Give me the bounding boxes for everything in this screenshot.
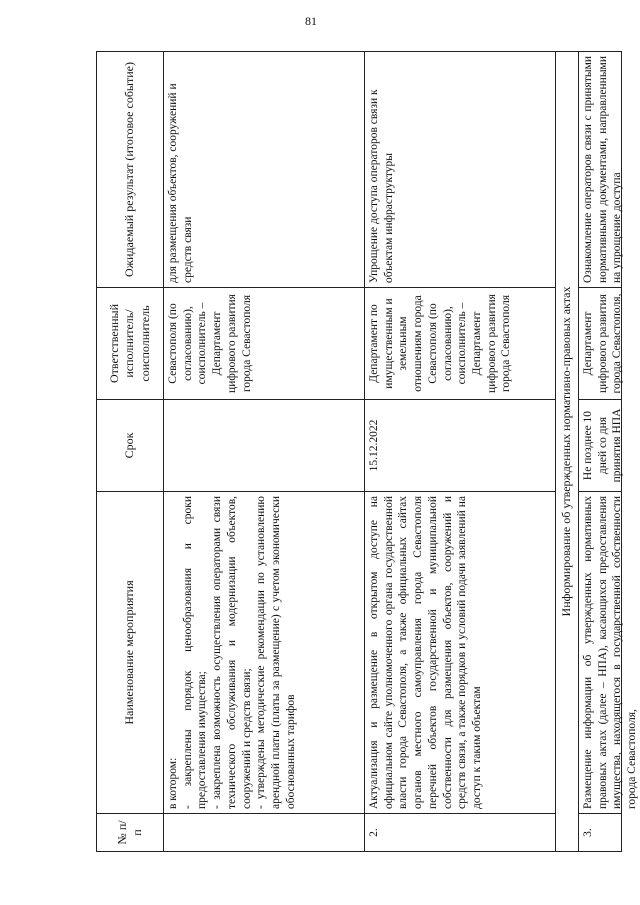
row2-num: 2.	[365, 814, 556, 852]
row1-result: для размещения объектов, сооружений и средств связи	[164, 52, 365, 288]
table-row	[579, 52, 622, 852]
row3-name-text: Размещение информации об утвержденных нормативных правовых актах (далее – НПА), касающихся предоставления имущества, находящегося в государственной собственности города Севастополя,	[582, 496, 639, 809]
header-result: Ожидаемый результат (итоговое событие)	[97, 52, 164, 288]
table-header-row	[97, 52, 164, 852]
section-title: Информирование об утвержденных нормативно-правовых актах	[556, 52, 579, 852]
row3-num-text: 3.	[582, 828, 594, 837]
row3-num	[579, 814, 622, 852]
row1-name-line: - утверждены методические рекомендации по установлению арендной платы (платы за размещение) с учетом экономически обоснованных тарифов	[255, 496, 297, 809]
table-row	[365, 52, 556, 852]
header-responsible: Ответственный исполнитель/ соисполнитель	[97, 288, 164, 400]
header-name: Наименование мероприятия	[97, 492, 164, 814]
row3-result-text: Ознакомление операторов связи с принятыми нормативными документами, направленными на упрощение доступа	[582, 56, 624, 283]
row3-name	[579, 492, 639, 814]
row3-result	[579, 52, 622, 288]
page-number: 81	[305, 14, 317, 28]
row1-name	[164, 492, 365, 814]
row3-term-text: Не позднее 10 дней со дня принятия НПА	[582, 408, 624, 483]
row1-num	[164, 814, 365, 852]
row1-name-line: - закреплены порядок ценообразования и сроки предоставления имущества;	[181, 496, 209, 809]
row2-term: 15.12.2022	[365, 400, 556, 492]
row1-responsible: Севастополя (по согласованию), соисполнитель – Департамент цифрового развития города Севастополя	[164, 288, 365, 400]
row3-responsible-text: Департамент цифрового развития города Севастополя,	[582, 293, 624, 394]
rotated-table-wrapper	[96, 52, 639, 852]
row1-name-line: в котором:	[167, 757, 179, 809]
row3-term	[579, 400, 622, 492]
header-num: № п/п	[97, 814, 164, 852]
row2-name: Актуализация и размещение в открытом доступе на официальном сайте уполномоченного органа государственной власти города Севастополя, а также официальных сайтах органов местного самоуправления города Севастополя перечней объектов государственной и муниципальной собственности для размещения объектов, сооружений и средств связи, а также порядков и условий подачи заявлений на доступ к таким объектам	[365, 492, 556, 814]
row2-result: Упрощение доступа операторов связи к объектам инфраструктуры	[365, 52, 556, 288]
table-row	[164, 52, 365, 852]
row1-term	[164, 400, 365, 492]
measures-table	[96, 51, 639, 852]
section-row	[556, 52, 579, 852]
row2-responsible: Департамент по имущественным и земельным отношениям города Севастополя (по согласованию), соисполнитель – Департамент цифрового развития города Севастополя	[365, 288, 556, 400]
header-term: Срок	[97, 400, 164, 492]
row3-responsible	[579, 288, 622, 400]
row1-name-line: - закреплена возможность осуществления операторами связи технического обслуживания и модернизации объектов, сооружений и средств связи;	[211, 496, 253, 809]
